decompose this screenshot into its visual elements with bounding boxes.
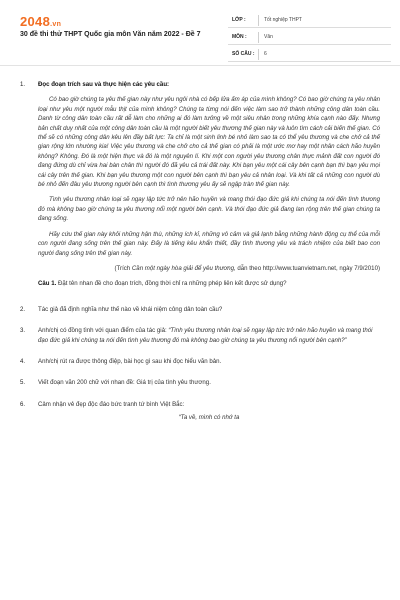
meta-row-subject (228, 30, 391, 45)
sub-question-1 (38, 279, 380, 288)
meta-value: Văn (264, 34, 273, 40)
source-title: Cần một ngày hòa giải để yêu thương, (131, 264, 236, 272)
question-text: Anh/chị có đồng tình với quan điểm của tác giả: (38, 327, 169, 335)
question-text: Anh/chị rút ra được thông điệp, bài học gì sau khi đọc hiểu văn bản. (38, 357, 222, 365)
question-number: 4. (20, 357, 26, 365)
poem-line: “Ta về, mình có nhớ ta (178, 414, 240, 422)
meta-divider (258, 49, 259, 60)
question-text: Viết đoạn văn 200 chữ với nhan đề: Giá trị của tình yêu thương. (38, 379, 211, 387)
question-4 (20, 357, 380, 366)
question-text: Tác giả đã định nghĩa như thế nào về khái niệm công dân toàn cầu? (38, 305, 223, 313)
passage-paragraph-1: Có bao giờ chúng ta yêu thế gian này như yêu ngôi nhà có bếp lửa ấm áp của mình không? Có bao giờ chúng ta yêu nhân loại như yêu một người mẫu thịt của mình không? Chúng ta từng nói đến việc làm sao trở thành những công dân toàn cầu. Danh từ công dân toàn cầu rất dễ làm cho những ai đó làm tưởng về một siêu nhân trong những khía cạnh nào đấy. Nhưng bản chất duy nhất của một công dân toàn cầu là một người biết yêu thương thế gian này và luôn tìm cách cải biến thế gian. Có thể sẽ có những công dân kêu lên đầy bất lực: Ta chỉ là một sinh linh bé nhỏ làm sao ta có thể yêu thương và che chở cả thế gian rộng lớn nhường kia! Việc yêu thương và che chở cho cả thế gian có phải là một ước mơ hay một nhân cách hão huyền không? Không. Đó là một hiện thực và đó là một nguyên lí. Khi một con người yêu thương chân thực mảnh đất con người đó đang đứng dù chỉ vừa hai bàn chân thì người đó đã yêu cả trái đất này. Khi bạn yêu một cái cây bên cạnh bạn thì bạn yêu mọi cái cây trên thế gian. Khi bạn yêu thương một con người bên cạnh thì bạn yêu cả nhân loại. Và khi tất cả những con người dù bé nhỏ đến đâu yêu thương người bên cạnh thì tình thương yêu ấy sẽ ngập tràn thế gian này. (38, 96, 380, 189)
question-heading: Đọc đoạn trích sau và thực hiện các yêu cầu: (38, 81, 170, 88)
source-suffix: dẫn theo http://www.tuanvietnam.net, ngày 7/9/2010) (235, 264, 380, 272)
meta-row-count (228, 47, 391, 62)
sub-question-text: Đặt tên nhan đề cho đoạn trích, đồng thời chỉ ra những phép liên kết được sử dụng? (56, 280, 287, 288)
site-logo[interactable] (20, 14, 61, 29)
question-number: 2. (20, 305, 26, 313)
document-title: 30 đề thi thử THPT Quốc gia môn Văn năm 2022 - Đề 7 (20, 31, 201, 38)
passage-source (38, 264, 380, 273)
meta-divider (258, 32, 259, 43)
question-6 (20, 400, 380, 423)
page-header (0, 0, 400, 66)
meta-value: Tốt nghiệp THPT (264, 17, 302, 23)
question-2 (20, 305, 380, 314)
question-1 (20, 80, 380, 293)
question-3 (20, 326, 380, 345)
question-number: 3. (20, 327, 26, 335)
question-number: 1. (20, 81, 26, 88)
meta-value: 6 (264, 51, 267, 57)
question-list (20, 80, 380, 435)
logo-text: 2048 (20, 14, 51, 29)
sub-question-label: Câu 1. (38, 280, 57, 288)
question-number: 5. (20, 379, 26, 387)
question-number: 6. (20, 400, 26, 408)
meta-label: MÔN : (232, 34, 247, 40)
meta-divider (258, 15, 259, 26)
passage-paragraph-3: Hãy cứu thế gian này khỏi những hận thù, những ích kỉ, những vô cảm và giả lạnh bằng những hành động cụ thể của mỗi con người đang sống trên thế gian này. Đấy là tiếng kêu khẩn thiết, đầy tình thương yêu và trách nhiệm của biết bao con người đang sống trên thế gian này. (38, 230, 380, 257)
source-prefix: (Trích (114, 264, 132, 272)
question-body (38, 326, 380, 345)
meta-label: SỐ CÂU : (232, 51, 255, 57)
logo-suffix: .vn (50, 21, 62, 28)
question-body (38, 400, 380, 423)
question-text: Cảm nhận vẻ đẹp độc đáo bức tranh tứ bình Việt Bắc: (38, 400, 185, 408)
meta-row-class (228, 13, 391, 28)
question-5 (20, 378, 380, 387)
question-body (38, 80, 380, 293)
meta-table (228, 13, 391, 64)
meta-label: LỚP : (232, 17, 246, 23)
passage-paragraph-2: Tình yêu thương nhân loại sẽ ngay lập tức trở nên hão huyền và mang thói đạo đức giả khi chúng ta nói đến tình thương đó mà không bao giờ chúng ta yêu thương nổi một người bên cạnh. Và thói đạo đức giả đang lan rộng trên thế gian chúng ta đang sống. (38, 196, 380, 223)
question-quote: “Tình yêu thương nhân loại sẽ ngay lập tức trở nên hão huyền và mang thói đạo đức giả khi chúng ta nói đến tình yêu thương đó mà không bao giờ chúng ta yêu thương nổi người bên cạnh?” (38, 327, 373, 344)
